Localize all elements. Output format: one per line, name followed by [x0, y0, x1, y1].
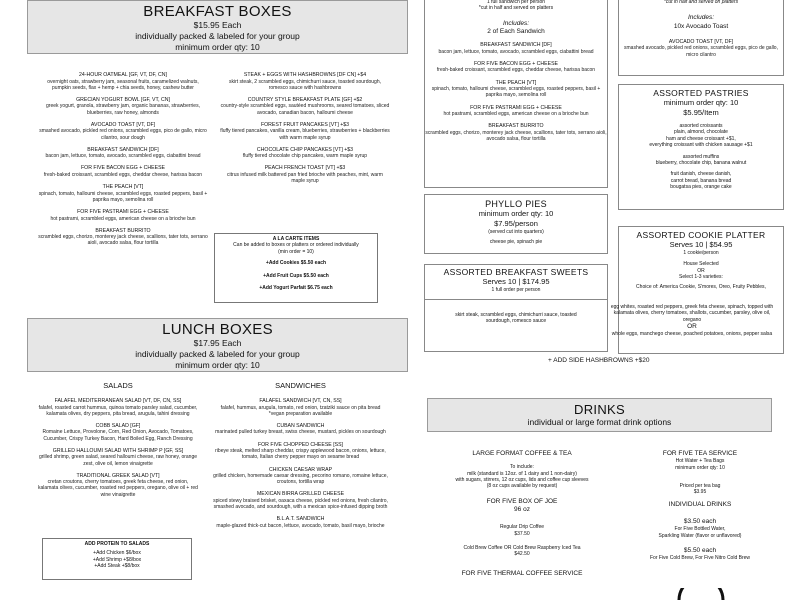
platter-item [425, 61, 607, 74]
salad-item [38, 423, 198, 442]
menu-item-name: 24-HOUR OATMEAL [GF, VT, DF, CN] [79, 72, 167, 78]
menu-item-name: BREAKFAST SANDWICH [DF] [87, 146, 159, 153]
sandwich-item [213, 467, 388, 486]
protein-item: +Add Steak +$8/box [94, 563, 140, 570]
menu-item-name: FOR FIVE BACON EGG + CHEESE [80, 165, 166, 172]
pastries-card [618, 84, 784, 210]
breakfast-header [27, 0, 408, 54]
pastry-line: assorted muffins [682, 153, 720, 160]
phyllo-items: cheese pie, spinach pie [489, 239, 543, 246]
menu-item-desc: hot pastrami, scrambled eggs, american cheese on a brioche bun [50, 215, 196, 222]
sandwich-item-name: CUBAN SANDWICH [276, 422, 325, 429]
sandwich-item-desc: maple-glazed thick-cut bacon, lettuce, avocado, tomato, basil mayo, brioche [216, 522, 385, 529]
sandwich-item [213, 516, 388, 529]
alacarte-line: (min order = 10) [278, 248, 314, 255]
phyllo-note: (served cut into quarters) [488, 229, 544, 235]
menu-item [38, 97, 208, 116]
phyllo-price: $7.95/person [494, 219, 538, 228]
menu-item-desc: overnight oats, strawberry jam, seasonal fruits, caramelized walnuts, pumpkin seeds, flax + hemp + chia seeds, honey, cashew butter [47, 78, 199, 91]
include-line: with sugars, stirrers, 12 oz cups, lids and coffee cup sleeves [455, 477, 589, 484]
individual-title: INDIVIDUAL DRINKS [668, 500, 732, 508]
cookie-choice: Choice of: America Cookie, S'mores, Oreo, Fruity Pebbles, [636, 283, 766, 290]
tea-price-line: $3.95 [693, 489, 707, 496]
menu-item-name: THE PEACH [VT] [102, 184, 144, 191]
cookie-title: ASSORTED COOKIE PLATTER [636, 230, 766, 240]
thermal-title: FOR FIVE THERMAL COFFEE SERVICE [461, 569, 583, 577]
salad-item-name: GRILLED HALLOUMI SALAD WITH SHRIMP P [GF, SS] [52, 447, 184, 454]
sandwich-item-name: FOR FIVE CHOPPED CHEESE [SS] [257, 441, 344, 448]
pastry-group [619, 171, 783, 190]
sandwiches-column [213, 381, 388, 535]
menu-item-desc: scrambled eggs, chorizo, monterey jack cheese, scallions, tater tots, serrano aioli, avocado salsa, flour tortilla [38, 234, 208, 247]
avocado-platter-card [618, 0, 784, 76]
menu-item-desc: spinach, tomato, halloumi cheese, scrambled eggs, roasted peppers, basil + paprika mayo, semolina roll [38, 190, 208, 203]
avocado-top-line: *cut in half and served on platters [663, 0, 739, 5]
platter-item-name: FOR FIVE PASTRAMI EGG + CHEESE [470, 104, 562, 111]
phyllo-minimum: minimum order qty: 10 [478, 209, 554, 218]
sandwich-item-name: MEXICAN BIRRA GRILLED CHEESE [256, 491, 345, 498]
sweets-sub: 1 full order per person [491, 287, 541, 293]
pastries-minimum: minimum order qty: 10 [663, 98, 739, 107]
cookie-last: whole eggs, manchego cheese, poached potatoes, onions, pepper salsa [611, 331, 773, 338]
sandwich-item-desc: spiced stewy braised brisket, oaxaca cheese, pickled red onions, fresh cilantro, smashed avocado, and sourdough, with a mexican spice-infused dipping broth [213, 497, 388, 511]
menu-item [220, 165, 390, 184]
hashbrowns-addon: + ADD SIDE HASHBROWNS +$20 [548, 357, 650, 364]
lunch-title: LUNCH BOXES [162, 321, 273, 338]
sweets-card [424, 264, 608, 300]
pastry-line: blueberry, chocolate chip, banana walnut [655, 160, 747, 167]
alacarte-line: Can be added to boxes or platters or ordered individually [233, 242, 359, 249]
alacarte-box [214, 233, 378, 303]
tea-line: Hot Water + Tea Bags [675, 458, 725, 465]
sandwiches-heading: SANDWICHES [275, 381, 326, 390]
salad-item [38, 448, 198, 467]
salad-item-name: FALAFEL MEDITERRANEAN SALAD [VT, DF, CN, SS] [54, 398, 182, 404]
sandwich-item [213, 423, 388, 436]
cold-brew: Cold Brew Coffee OR Cold Brew Raspberry Iced Tea [463, 545, 581, 552]
sandwich-item-desc: marinated pulled turkey breast, swiss cheese, mustard, pickles on sourdough [215, 429, 386, 436]
menu-item-desc: bacon jam, lettuce, tomato, avocado, scrambled eggs, ciabattini bread [45, 153, 201, 160]
protein-item: +Add Shrimp +$8/box [92, 556, 142, 563]
pastry-line: fruit danish, cheese danish, [670, 171, 732, 178]
sandwich-item-desc: falafel, hummus, arugula, tomato, red onion, tzatziki sauce on pita bread *vegan preparation available [220, 404, 381, 417]
sandwich-item-name: CHICKEN CAESAR WRAP [268, 466, 333, 473]
menu-item-name: PEACH FRENCH TOAST [VT] +$3 [264, 165, 346, 172]
breakfast-right-column [220, 72, 390, 190]
salad-item [38, 398, 198, 417]
alacarte-item: +Add Fruit Cups $5.50 each [263, 272, 329, 279]
cookie-price: Serves 10 | $54.95 [669, 240, 733, 249]
sandwich-item-desc: ribeye steak, melted sharp cheddar, crispy applewood bacon, onions, lettuce, tomato, Italian cherry pepper mayo on sesame bread [215, 448, 386, 461]
regular-coffee-price: $37.50 [514, 530, 530, 537]
menu-item-desc: fluffy tiered chocolate chip pancakes, warm maple syrup [242, 153, 368, 160]
cold-brew-price: $42.50 [514, 551, 530, 558]
platter-item-name: BREAKFAST SANDWICH [DF] [480, 42, 552, 49]
sandwich-item [213, 491, 388, 510]
include-line: (8 oz cups available by request) [486, 483, 558, 490]
menu-item-desc: citrus infused milk battered pan fried brioche with peaches, mint, warm maple syrup [227, 171, 383, 185]
tea-individual-column [630, 450, 770, 562]
platter-line: *cut in half and served on platters [478, 5, 554, 12]
individual-line: For Five Bottled Water, [674, 526, 726, 533]
alacarte-item: +Add Cookies $5.50 each [265, 260, 327, 267]
cookie-line: OR [697, 267, 705, 274]
breakfast-price: $15.95 Each [193, 20, 242, 30]
salad-item-name: TRADITIONAL GREEK SALAD [VT] [76, 472, 160, 479]
menu-item-desc: fresh-baked croissant, scrambled eggs, cheddar cheese, harissa bacon [43, 171, 203, 178]
individual-price-2: $5.50 each [683, 547, 717, 555]
menu-item [38, 122, 208, 141]
tea-title: FOR FIVE TEA SERVICE [662, 450, 738, 457]
avocado-item-name: AVOCADO TOAST [VT, DF] [668, 38, 734, 45]
menu-item-name: FOR FIVE PASTRAMI EGG + CHEESE [77, 209, 169, 216]
salads-heading: SALADS [103, 381, 133, 390]
sweets-price: Serves 10 | $174.95 [482, 277, 550, 286]
avocado-includes-label: Includes: [687, 14, 715, 22]
pastry-line: bougatsa pies, orange cake [670, 184, 732, 191]
platter-item-desc: hot pastrami, scrambled eggs, american cheese on a brioche bun [443, 111, 589, 118]
salad-item-name: COBB SALAD [GF] [95, 422, 141, 429]
menu-item-name: BREAKFAST BURRITO [95, 227, 151, 234]
sandwich-item-desc: grilled chicken, homemade caesar dressing, pecorino romano, romaine lettuce, croutons, tortilla wrap [213, 473, 388, 486]
cookie-overflow-text [606, 304, 778, 338]
menu-item [38, 165, 208, 178]
individual-line: Sparkling Water (flavor or unflavored) [658, 532, 742, 539]
drinks-subtitle: individual or large format drink options [527, 417, 672, 427]
pastry-line: plain, almond, chocolate [674, 129, 728, 136]
menu-item [220, 122, 390, 141]
drinks-title: DRINKS [574, 402, 625, 417]
tea-price-line: Priced per tea bag [679, 483, 721, 490]
avocado-item-desc: smashed avocado, pickled red onions, scrambled eggs, pico de gallo, micro cilantro [624, 45, 778, 58]
cookie-partial: egg whites, roasted red peppers, greek feta cheese, spinach, topped with kalamata olives, cherry tomatoes, shallots, cucumber, parsley, olive oil, oregano [610, 304, 774, 323]
lunch-header [27, 318, 408, 372]
salad-item-desc: cretan croutons, cherry tomatoes, greek feta cheese, red onion, kalamata olives, cucumber, roasted red peppers, oregano, olive oil + red wine vinaigrette [38, 479, 198, 498]
platter-item-name: BREAKFAST BURRITO [488, 123, 544, 130]
sweets-lower-card [424, 300, 608, 352]
platter-line: 1 full sandwich per person [486, 0, 546, 5]
menu-item [38, 209, 208, 222]
sandwich-item [213, 442, 388, 461]
menu-item [38, 72, 208, 91]
pastry-line: everything croissant with chicken sausage +$1 [649, 142, 753, 149]
menu-item [38, 147, 208, 160]
sweets-partial: skirt steak, scrambled eggs, chimichurri sauce, toasted sourdough, romesco sauce [455, 312, 577, 325]
lunch-price: $17.95 Each [193, 338, 242, 348]
large-format-column [427, 450, 617, 578]
salad-item-desc: grilled shrimp, green salad, seared halloumi cheese, raw honey, orange zest, olive oil, lemon vinaigrette [38, 454, 198, 467]
menu-item-name: COUNTRY STYLE BREAKFAST PLATE [GF] +$2 [247, 96, 363, 103]
menu-item-name: CHOCOLATE CHIP PANCAKES [VT] +$3 [256, 146, 354, 153]
lunch-minimum: minimum order qty: 10 [175, 360, 260, 370]
protein-box [42, 538, 192, 580]
phyllo-card [424, 194, 608, 254]
pastry-line: assorted croissants [679, 123, 723, 129]
platter-item [425, 42, 607, 55]
lunch-note: individually packed & labeled for your group [135, 349, 300, 359]
menu-item-desc: greek yogurt, granola, strawberry jam, organic bananas, strawberries, blueberries, raw honey, almonds [46, 103, 200, 116]
sandwich-platter-card [424, 0, 608, 188]
tea-line: minimum order qty: 10 [675, 464, 725, 471]
menu-item [220, 97, 390, 116]
sandwich-item-name: B.L.A.T. SANDWICH [276, 516, 325, 523]
platter-includes: 2 of Each Sandwich [487, 28, 545, 36]
menu-item [38, 184, 208, 203]
sandwich-item [213, 398, 388, 417]
platter-item-desc: scrambled eggs, chorizo, monterey jack cheese, scallions, tater tots, serrano aioli, avocado salsa, flour tortilla [425, 129, 607, 142]
protein-item: +Add Chicken $6/box [93, 550, 141, 557]
individual-line: For Five Cold Brew, For Five Nitro Cold Brew [649, 555, 751, 562]
platter-item [425, 123, 607, 142]
salad-item [38, 473, 198, 498]
menu-item-name: GRECIAN YOGURT BOWL [GF, VT, CN] [76, 96, 170, 103]
breakfast-note: individually packed & labeled for your group [135, 31, 300, 41]
cookie-line: House Selected [683, 261, 719, 268]
salad-item-desc: Romaine Lettuce, Provolone, Corn, Red Onion, Avocado, Tomatoes, Cucumber, Crispy Turkey Bacon, Hard Boiled Egg, Ranch Dressing [42, 429, 194, 442]
menu-item-desc: country-style scrambled eggs, sautéed mushrooms, seared tomatoes, sliced avocado, canadian bacon, halloumi cheese [220, 103, 390, 116]
platter-includes-label: Includes: [502, 19, 530, 27]
cookie-line: Select 1-3 varieties: [679, 274, 723, 281]
salad-item-desc: falafel, roasted carrot hummus, quinoa tomato parsley salad, cucumber, kalamata olives, dry peppers, pita bread, arugula, tahini dressing [38, 404, 198, 417]
joe-title: FOR FIVE BOX OF JOE [486, 497, 558, 505]
drinks-header [427, 398, 772, 432]
phyllo-title: PHYLLO PIES [485, 199, 547, 209]
platter-item-name: FOR FIVE BACON EGG + CHEESE [473, 60, 559, 67]
sweets-title: ASSORTED BREAKFAST SWEETS [443, 267, 589, 277]
protein-title: ADD PROTEIN TO SALADS [84, 541, 150, 547]
platter-item-desc: spinach, tomato, halloumi cheese, scrambled eggs, roasted peppers, basil + paprika mayo, semolina roll [431, 86, 601, 99]
menu-item [38, 228, 208, 247]
platter-item-name: THE PEACH [VT] [495, 79, 537, 86]
large-format-title: LARGE FORMAT COFFEE & TEA [472, 450, 572, 457]
include-label: To include: [510, 464, 534, 471]
menu-item-name: STEAK + EGGS WITH HASHBROWNS [DF CN] +$4 [243, 72, 367, 78]
pastry-group [619, 154, 783, 167]
cookie-sub: 1 cookie/person [683, 250, 719, 256]
alacarte-title: A LA CARTE ITEMS [272, 236, 320, 242]
include-line: milk (standard is 12oz. of 1 dairy and 1 non-dairy) [467, 470, 577, 477]
pastries-title: ASSORTED PASTRIES [653, 88, 749, 98]
regular-coffee: Regular Drip Coffee [499, 524, 545, 531]
joe-size: 96 oz [514, 506, 530, 514]
alacarte-item: +Add Yogurt Parfait $6.75 each [259, 285, 333, 292]
pastry-line: ham and cheese croissant +$1, [666, 135, 736, 142]
menu-item-desc: fluffy tiered pancakes, vanilla cream, blueberries, strawberries + blackberries with warm maple syrup [220, 128, 390, 141]
breakfast-left-column [38, 72, 208, 253]
platter-item-desc: fresh-baked croissant, scrambled eggs, cheddar cheese, harissa bacon [436, 67, 596, 74]
logo-arc-icon [676, 588, 726, 600]
menu-item-desc: smashed avocado, pickled red onions, scrambled eggs, pico de gallo, micro cilantro, sour dough [39, 128, 207, 141]
pastries-price: $5.95/Item [683, 108, 719, 117]
pastry-group [619, 123, 783, 149]
menu-item-name: AVOCADO TOAST [VT, DF] [90, 121, 156, 128]
menu-item [220, 147, 390, 160]
menu-item-name: FOREST FRUIT PANCAKES [VT] +$3 [260, 121, 350, 128]
breakfast-minimum: minimum order qty: 10 [175, 42, 260, 52]
platter-item-desc: bacon jam, lettuce, tomato, avocado, scrambled eggs, ciabattini bread [438, 48, 594, 55]
salads-column [38, 381, 198, 504]
breakfast-title: BREAKFAST BOXES [143, 3, 292, 20]
individual-price-1: $3.50 each [683, 518, 717, 526]
cookie-or: OR [687, 323, 697, 331]
platter-item [425, 105, 607, 118]
menu-item [220, 72, 390, 91]
pastry-line: carrot bread, banana bread [670, 177, 732, 184]
menu-item-desc: skirt steak, 2 scrambled eggs, chimichurri sauce, toasted sourdough, romesco sauce with hashbrowns [228, 78, 382, 91]
sandwich-item-name: FALAFEL SANDWICH [VT, CN, SS] [259, 398, 342, 404]
avocado-includes: 10x Avocado Toast [673, 22, 729, 30]
platter-item [425, 80, 607, 99]
